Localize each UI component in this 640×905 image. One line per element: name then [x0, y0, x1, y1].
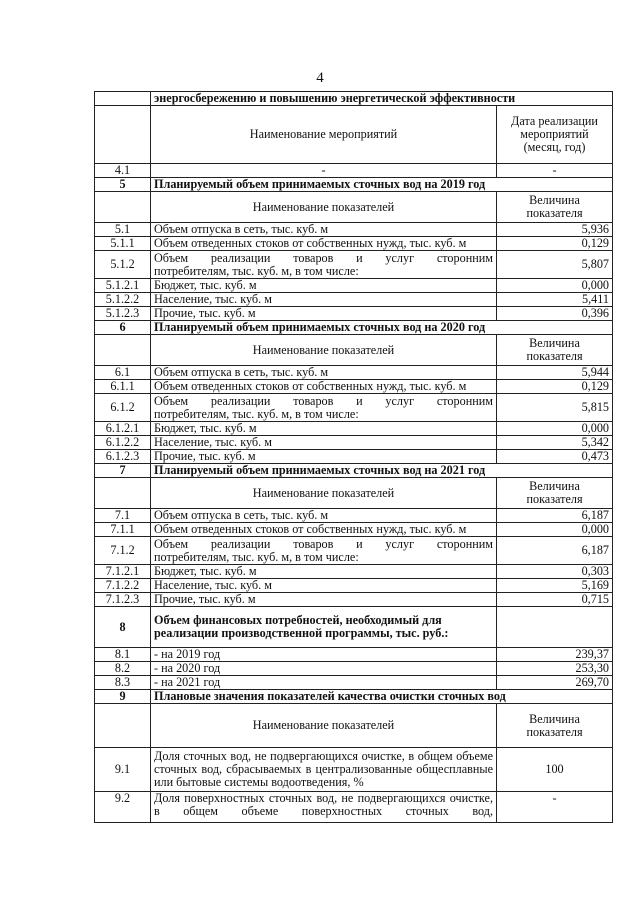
row-value: 5,342 — [497, 436, 613, 450]
section-number: 6 — [95, 321, 151, 335]
row-number: 7.1.2 — [95, 537, 151, 565]
row-number: 5.1.1 — [95, 237, 151, 251]
column-header-name: Наименование показателей — [151, 478, 497, 509]
row-name: Прочие, тыс. куб. м — [151, 593, 497, 607]
row-number: 4.1 — [95, 164, 151, 178]
table-row — [95, 366, 613, 380]
column-header-name: Наименование показателей — [151, 335, 497, 366]
table-row — [95, 676, 613, 690]
row-value: 0,000 — [497, 523, 613, 537]
table-row — [95, 648, 613, 662]
section-number: 9 — [95, 690, 151, 704]
row-value: 5,807 — [497, 251, 613, 279]
row-name: Бюджет, тыс. куб. м — [151, 279, 497, 293]
row-name-line: Объем реализации товаров и услуг сторонним — [154, 536, 493, 551]
row-name-line: потребителям, тыс. куб. м, в том числе: — [154, 406, 359, 421]
row-number: 5.1.2.2 — [95, 293, 151, 307]
section-header-row — [95, 178, 613, 192]
table-row — [95, 662, 613, 676]
row-name — [151, 394, 497, 422]
row-value: 0,129 — [497, 380, 613, 394]
row-name: Прочие, тыс. куб. м — [151, 307, 497, 321]
column-header-name: Наименование показателей — [151, 192, 497, 223]
table-row — [95, 792, 613, 823]
column-header-value: Величина показателя — [497, 192, 613, 223]
table-row — [95, 164, 613, 178]
row-number: 8.2 — [95, 662, 151, 676]
row-value: 0,000 — [497, 279, 613, 293]
row-name: - на 2019 год — [151, 648, 497, 662]
row-value: 6,187 — [497, 537, 613, 565]
row-name: Объем отпуска в сеть, тыс. куб. м — [151, 366, 497, 380]
row-name: - на 2021 год — [151, 676, 497, 690]
row-name-line: Объем реализации товаров и услуг сторонним — [154, 250, 493, 265]
column-header-value: Величина показателя — [497, 335, 613, 366]
table-header-row — [95, 478, 613, 509]
section-title — [151, 607, 497, 648]
row-name — [151, 537, 497, 565]
row-number: 9.2 — [95, 792, 151, 823]
row-number: 5.1 — [95, 223, 151, 237]
section-title: Планируемый объем принимаемых сточных вод на 2019 год — [151, 178, 613, 192]
row-value: 5,944 — [497, 366, 613, 380]
row-name: Объем отведенных стоков от собственных нужд, тыс. куб. м — [151, 523, 497, 537]
table-header-row — [95, 106, 613, 164]
table-row — [95, 307, 613, 321]
column-header-value: Величина показателя — [497, 704, 613, 748]
row-number: 7.1.2.1 — [95, 565, 151, 579]
table-row — [95, 748, 613, 792]
row-name — [151, 792, 497, 823]
row-name: Население, тыс. куб. м — [151, 436, 497, 450]
table-row — [95, 523, 613, 537]
row-name: Объем отпуска в сеть, тыс. куб. м — [151, 509, 497, 523]
row-number: 7.1 — [95, 509, 151, 523]
row-number: 6.1.2.3 — [95, 450, 151, 464]
section-header-row — [95, 464, 613, 478]
row-name: Бюджет, тыс. куб. м — [151, 565, 497, 579]
column-header-name: Наименование показателей — [151, 704, 497, 748]
table-row — [95, 380, 613, 394]
row-number: 8.3 — [95, 676, 151, 690]
row-number: 5.1.2.3 — [95, 307, 151, 321]
row-value: 100 — [497, 748, 613, 792]
row-number: 6.1.2.2 — [95, 436, 151, 450]
table-row — [95, 422, 613, 436]
row-number: 5.1.2 — [95, 251, 151, 279]
section-header-row — [95, 607, 613, 648]
table-row — [95, 92, 613, 106]
program-table — [94, 91, 613, 823]
row-value: 5,169 — [497, 579, 613, 593]
section-title-continued: энергосбережению и повышению энергетической эффективности — [151, 92, 613, 106]
table-row — [95, 293, 613, 307]
page-number: 4 — [316, 70, 324, 86]
row-number: 8.1 — [95, 648, 151, 662]
row-number: 6.1.2 — [95, 394, 151, 422]
row-value: 0,396 — [497, 307, 613, 321]
row-value: 5,815 — [497, 394, 613, 422]
row-value: 5,936 — [497, 223, 613, 237]
row-number — [95, 92, 151, 106]
row-name: Прочие, тыс. куб. м — [151, 450, 497, 464]
row-value: 0,303 — [497, 565, 613, 579]
table-row — [95, 436, 613, 450]
row-number: 5.1.2.1 — [95, 279, 151, 293]
table-row — [95, 509, 613, 523]
table-row — [95, 593, 613, 607]
row-name-line: Объем реализации товаров и услуг сторонним — [154, 393, 493, 408]
row-name-line: потребителям, тыс. куб. м, в том числе: — [154, 549, 359, 564]
row-number: 7.1.1 — [95, 523, 151, 537]
row-value: - — [497, 164, 613, 178]
row-name: Объем отведенных стоков от собственных нужд, тыс. куб. м — [151, 380, 497, 394]
row-value: 239,37 — [497, 648, 613, 662]
table-row — [95, 450, 613, 464]
row-value: - — [497, 792, 613, 823]
row-number: 6.1.2.1 — [95, 422, 151, 436]
table-header-row — [95, 335, 613, 366]
column-header-name: Наименование мероприятий — [151, 106, 497, 164]
section-title-line: реализации производственной программы, тыс. руб.: — [154, 626, 449, 640]
row-name: Доля сточных вод, не подвергающихся очистке, в общем объеме сточных вод, сбрасываемых в централизованные общесплавные или бытовые системы водоотведения, % — [151, 748, 497, 792]
table-row — [95, 579, 613, 593]
section-title: Плановые значения показателей качества очистки сточных вод — [151, 690, 613, 704]
section-title-line: Объем финансовых потребностей, необходимый для — [154, 613, 442, 627]
section-header-row — [95, 690, 613, 704]
row-value: 269,70 — [497, 676, 613, 690]
table-row — [95, 223, 613, 237]
row-value: 253,30 — [497, 662, 613, 676]
table-row — [95, 251, 613, 279]
row-value: 5,411 — [497, 293, 613, 307]
row-name: Население, тыс. куб. м — [151, 579, 497, 593]
row-name-text: Доля поверхностных сточных вод, не подвергающихся очистке, в общем объеме поверхностных сточных вод, — [154, 792, 493, 818]
row-number: 7.1.2.2 — [95, 579, 151, 593]
row-name: Объем отведенных стоков от собственных нужд, тыс. куб. м — [151, 237, 497, 251]
table-row — [95, 565, 613, 579]
section-title: Планируемый объем принимаемых сточных вод на 2020 год — [151, 321, 613, 335]
section-header-row — [95, 321, 613, 335]
table-header-row — [95, 704, 613, 748]
section-number: 5 — [95, 178, 151, 192]
section-title: Планируемый объем принимаемых сточных вод на 2021 год — [151, 464, 613, 478]
row-name-line: потребителям, тыс. куб. м, в том числе: — [154, 263, 359, 278]
table-row — [95, 279, 613, 293]
column-header-date: Дата реализации мероприятий (месяц, год) — [497, 106, 613, 164]
row-number: 7.1.2.3 — [95, 593, 151, 607]
row-name: - — [151, 164, 497, 178]
row-number: 6.1.1 — [95, 380, 151, 394]
row-value: 6,187 — [497, 509, 613, 523]
table-row — [95, 537, 613, 565]
table-header-row — [95, 192, 613, 223]
row-value: 0,129 — [497, 237, 613, 251]
table-row — [95, 394, 613, 422]
row-number: 6.1 — [95, 366, 151, 380]
table-row — [95, 237, 613, 251]
row-name: Объем отпуска в сеть, тыс. куб. м — [151, 223, 497, 237]
row-name: Население, тыс. куб. м — [151, 293, 497, 307]
row-value: 0,473 — [497, 450, 613, 464]
row-number: 9.1 — [95, 748, 151, 792]
row-value: 0,000 — [497, 422, 613, 436]
section-number: 8 — [95, 607, 151, 648]
row-name — [151, 251, 497, 279]
row-name: - на 2020 год — [151, 662, 497, 676]
column-header-value: Величина показателя — [497, 478, 613, 509]
section-number: 7 — [95, 464, 151, 478]
row-value: 0,715 — [497, 593, 613, 607]
row-name: Бюджет, тыс. куб. м — [151, 422, 497, 436]
